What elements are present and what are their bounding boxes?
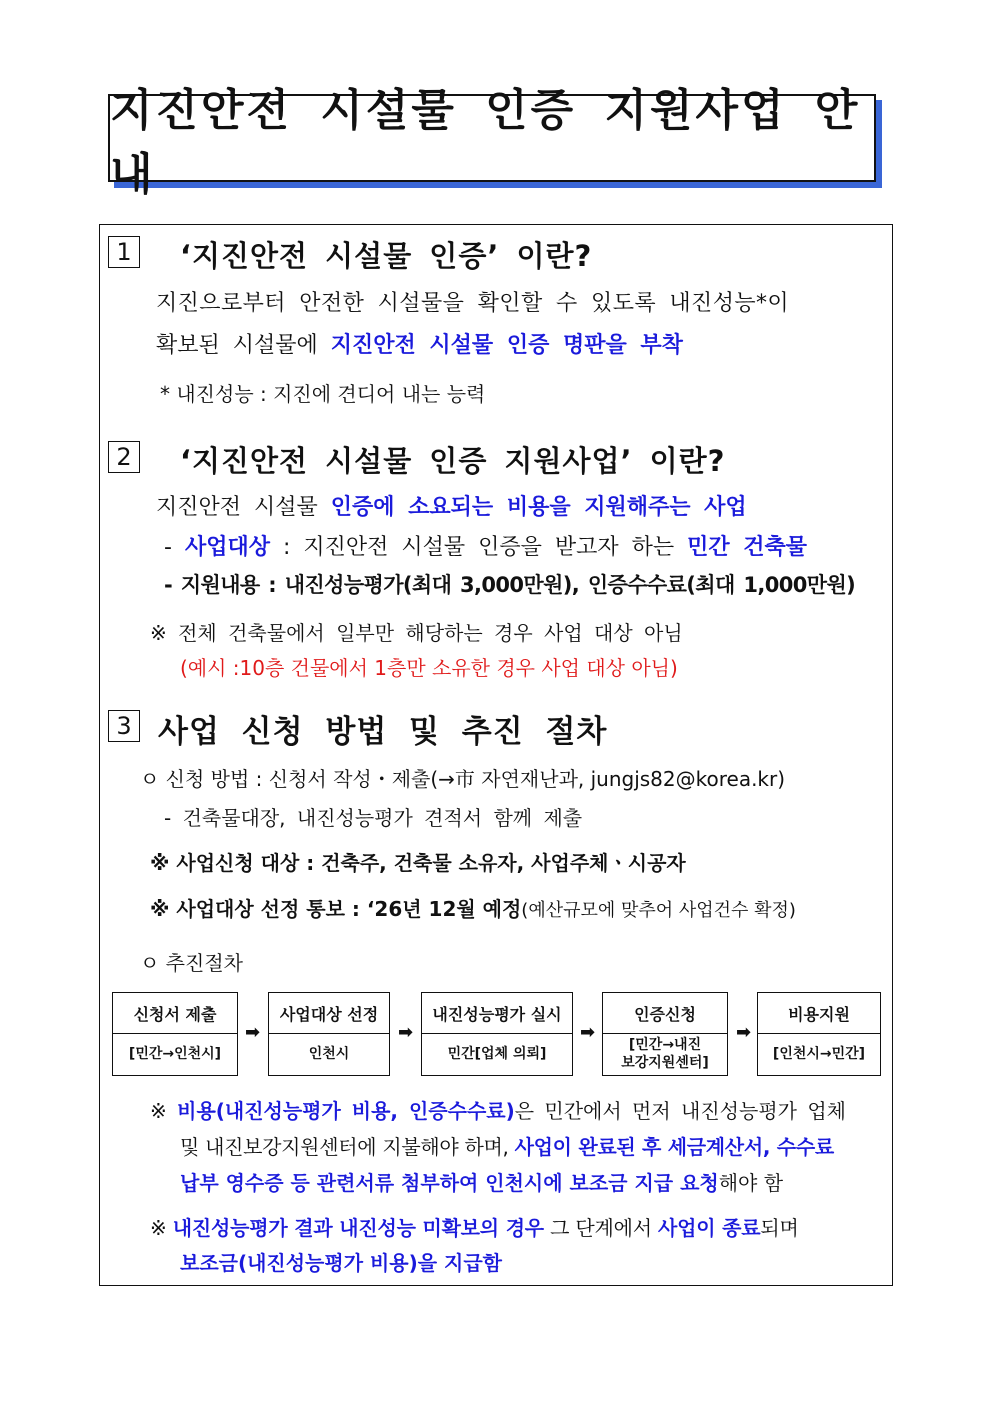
selection-notice-detail: (예산규모에 맞추어 사업건수 확정) [521, 900, 796, 921]
selection-notice-main: ※ 사업대상 선정 통보 : ‘26년 12월 예정 [150, 897, 522, 921]
note-payment-3-text: 해야 함 [718, 1171, 784, 1195]
target-highlight: 민간 건축물 [687, 535, 808, 560]
target-text: : 지진안전 시설물 인증을 받고자 하는 [269, 535, 688, 560]
target-label: 사업대상 [184, 535, 270, 560]
section-1-line-2 [156, 328, 683, 359]
note-payment-2-text: 및 내진보강지원센터에 지불해야 하며, [180, 1135, 515, 1159]
flow-step-3-title: 내진성능평가 실시 [422, 993, 572, 1034]
section-2-note-1: ※ 전체 건축물에서 일부만 해당하는 경우 사업 대상 아님 [150, 621, 683, 645]
title-banner [108, 85, 876, 200]
section-2-support: - 지원내용 : 내진성능평가(최대 3,000만원), 인증수수료(최대 1,000만원) [164, 573, 856, 597]
note-result-2: 보조금(내진성능평가 비용)을 지급함 [180, 1251, 503, 1275]
flow-step-2 [268, 992, 390, 1076]
section-2-highlight: 인증에 소요되는 비용을 지원해주는 사업 [330, 495, 747, 520]
flow-step-1 [112, 992, 238, 1076]
note-mark-2: ※ [150, 1216, 173, 1240]
section-1-line-1: 지진으로부터 안전한 시설물을 확인할 수 있도록 내진성능*이 [156, 291, 790, 316]
flow-step-5-title: 비용지원 [758, 993, 880, 1034]
flow-step-2-actor: 인천시 [308, 1046, 350, 1062]
flow-step-4 [602, 992, 728, 1076]
flow-arrow-3: ➡ [580, 1022, 596, 1043]
note-payment-2-highlight: 사업이 완료된 후 세금계산서, 수수료 [514, 1135, 834, 1159]
section-2-line-1 [156, 490, 747, 521]
target-dash: - [164, 535, 185, 560]
flow-step-3-actor: 민간[업체 의뢰] [447, 1046, 547, 1062]
flow-step-5 [757, 992, 881, 1076]
section-1-highlight: 지진안전 시설물 인증 명판을 부착 [330, 333, 683, 358]
flow-step-2-title: 사업대상 선정 [269, 993, 389, 1034]
flow-step-1-title: 신청서 제출 [113, 993, 237, 1034]
flow-step-4-title: 인증신청 [603, 993, 727, 1034]
flow-arrow-4: ➡ [736, 1022, 752, 1043]
selection-notice [150, 893, 796, 922]
section-1-number: 1 [108, 236, 140, 268]
flow-arrow-1: ➡ [245, 1022, 261, 1043]
section-2-target [164, 530, 807, 561]
section-2-note-2: (예시 :10층 건물에서 1층만 소유한 경우 사업 대상 아님) [180, 656, 678, 680]
note-mark-1: ※ [150, 1099, 178, 1123]
note-result-highlight-1: 내진성능평가 결과 내진성능 미확보의 경우 [172, 1216, 544, 1240]
apply-method: ㅇ 신청 방법 : 신청서 작성・제출(→市 자연재난과, jungjs82@korea.kr) [140, 767, 786, 791]
section-1-line-2-text: 확보된 시설물에 [156, 333, 331, 358]
flow-step-3 [421, 992, 573, 1076]
note-payment-text: 은 민간에서 먼저 내진성능평가 업체 [514, 1099, 846, 1123]
process-label: ㅇ 추진절차 [140, 951, 243, 975]
apply-method-sub: - 건축물대장, 내진성능평가 견적서 함께 제출 [164, 806, 583, 830]
section-3-number: 3 [108, 710, 140, 742]
section-2-line-1-text: 지진안전 시설물 [156, 495, 331, 520]
note-result-highlight-2: 사업이 종료 [658, 1216, 761, 1240]
flow-step-5-actor: [인천시→민간] [772, 1046, 866, 1062]
note-result-1 [150, 1212, 799, 1241]
flow-arrow-2: ➡ [398, 1022, 414, 1043]
section-2-number: 2 [108, 441, 140, 473]
flow-step-4-actor: [민간→내진 보강지원센터] [621, 1037, 709, 1071]
section-2-heading: ‘지진안전 시설물 인증 지원사업’ 이란? [180, 444, 726, 478]
note-result-text: 그 단계에서 [543, 1216, 659, 1240]
note-payment-3-highlight: 납부 영수증 등 관련서류 첨부하여 인천시에 보조금 지급 요청 [180, 1171, 719, 1195]
section-3-heading: 사업 신청 방법 및 추진 절차 [158, 714, 608, 750]
note-payment-2 [180, 1131, 834, 1160]
note-cost-highlight: 비용(내진성능평가 비용, 인증수수료) [177, 1099, 515, 1123]
section-1-note: * 내진성능 : 지진에 견디어 내는 능력 [160, 382, 486, 406]
note-result-end: 되며 [760, 1216, 799, 1240]
page-title: 지진안전 시설물 인증 지원사업 안내 [110, 85, 861, 200]
note-payment-3 [180, 1167, 783, 1196]
flow-step-1-actor: [민간→인천시] [128, 1046, 222, 1062]
note-payment-1 [150, 1095, 846, 1124]
title-box [108, 85, 876, 200]
section-1-heading: ‘지진안전 시설물 인증’ 이란? [180, 239, 593, 273]
applicant-target: ※ 사업신청 대상 : 건축주, 건축물 소유자, 사업주체ㆍ시공자 [150, 851, 686, 875]
